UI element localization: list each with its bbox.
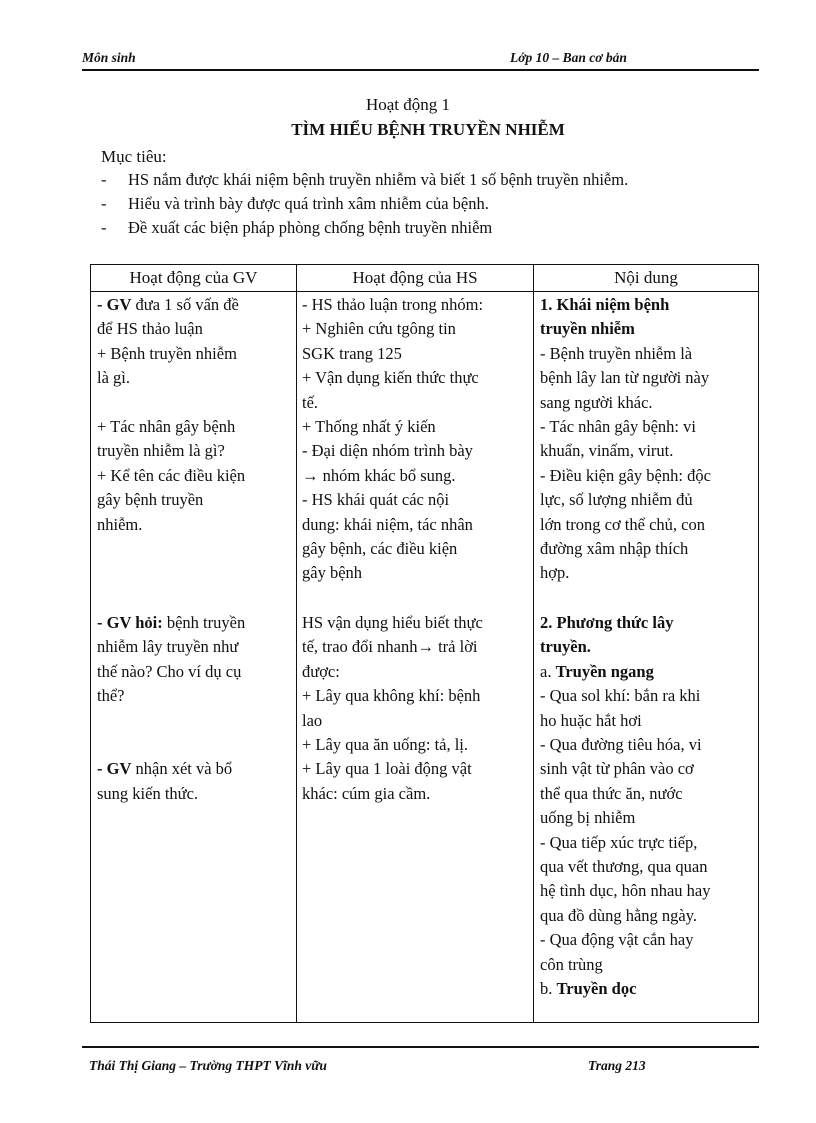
cell-line: - Qua sol khí: bắn ra khi (540, 686, 701, 706)
cell-line: bệnh lây lan từ người này (540, 368, 710, 388)
cell-line: sinh vật từ phân vào cơ (540, 759, 694, 779)
cell-line: - Tác nhân gây bệnh: vi (540, 417, 696, 437)
header-subject: Môn sinh (82, 50, 136, 65)
cell-line: côn trùng (540, 954, 603, 974)
cell-line: - Qua động vật cắn hay (540, 930, 694, 950)
section-heading: truyền. (540, 637, 591, 657)
cell-line: + Lây qua ăn uống: tả, lị. (302, 735, 469, 755)
cell-line: gây bệnh truyền (97, 490, 204, 510)
cell-line: khuẩn, vinấm, virut. (540, 441, 674, 461)
cell-line: dung: khái niệm, tác nhân (302, 514, 473, 534)
cell-line: hợp. (540, 563, 570, 583)
cell-line: sang người khác. (540, 392, 653, 412)
page-header (82, 50, 757, 68)
subsection-heading (540, 660, 758, 684)
cell-line: tế. (302, 392, 319, 412)
cell-bold-lead: - GV (97, 295, 132, 314)
cell-line: thể? (97, 686, 125, 706)
cell-bold-lead: - GV (97, 613, 132, 632)
cell-line: + Kể tên các điều kiện (97, 465, 246, 485)
section-heading: 2. Phương thức lây (540, 613, 674, 632)
cell-line: + Lây qua không khí: bệnh (302, 686, 481, 706)
section-heading: truyền nhiễm (540, 319, 635, 339)
objective-text: HS nắm được khái niệm bệnh truyền nhiễm và biết 1 số bệnh truyền nhiễm. (128, 170, 629, 189)
cell-line (97, 757, 293, 781)
section-heading: 1. Khái niệm bệnh (540, 295, 670, 314)
subsection-label: a. (540, 661, 556, 681)
cell-line: - Qua tiếp xúc trực tiếp, (540, 832, 698, 852)
column-divider (533, 265, 534, 1022)
cell-line: - Điều kiện gây bệnh: độc (540, 465, 711, 485)
cell-line: thể qua thức ăn, nước (540, 783, 683, 803)
cell-line: + Vận dụng kiến thức thực (302, 368, 479, 388)
subsection-title: Truyền ngang (555, 661, 654, 681)
cell-line: + Nghiên cứu tgông tin (302, 319, 456, 339)
cell-line: lao (302, 710, 323, 730)
cell-line: gây bệnh, các điều kiện (302, 539, 458, 559)
cell-line: - HS khái quát các nội (302, 490, 450, 510)
header-row-divider (91, 291, 758, 292)
column-header-gv: Hoạt động của GV (129, 268, 258, 287)
cell-line: lực, số lượng nhiễm đủ (540, 490, 693, 510)
cell-line: + Lây qua 1 loài động vật (302, 759, 472, 779)
row2-gv-cell (97, 611, 293, 806)
header-rule (82, 69, 759, 71)
cell-line: ho huặc hắt hơi (540, 710, 642, 730)
cell-line: truyền nhiễm là gì? (97, 441, 225, 461)
subsection-title: Truyền dọc (556, 979, 637, 999)
cell-line: - Đại diện nhóm trình bày (302, 441, 473, 461)
cell-line: → nhóm khác bổ sung. (302, 465, 456, 485)
cell-line: + Tác nhân gây bệnh (97, 417, 236, 437)
activity-subtitle: TÌM HIỂU BỆNH TRUYỀN NHIỄM (291, 120, 565, 139)
cell-line: uống bị nhiễm (540, 808, 636, 828)
lesson-table (90, 264, 759, 1023)
cell-line: nhiễm lây truyền như (97, 637, 239, 657)
cell-text: đưa 1 số vấn đề (131, 295, 239, 314)
cell-text: bệnh truyền (166, 613, 246, 632)
objectives-label: Mục tiêu: (101, 147, 167, 166)
bullet-dash: - (101, 218, 107, 237)
cell-line: - Bệnh truyền nhiễm là (540, 343, 693, 363)
cell-line: + Thống nhất ý kiến (302, 417, 436, 437)
cell-line: gây bệnh (302, 563, 363, 583)
cell-bold-lead: - GV (97, 759, 132, 779)
footer-page-number: Trang 213 (588, 1058, 646, 1073)
cell-line: nhiễm. (97, 514, 143, 534)
cell-line: là gì. (97, 368, 130, 388)
objective-text: Hiểu và trình bày được quá trình xâm nhiễm của bệnh. (128, 194, 489, 213)
cell-line: khác: cúm gia cầm. (302, 783, 431, 803)
cell-line: qua vết thương, qua quan (540, 857, 708, 877)
objective-text: Đề xuất các biện pháp phòng chống bệnh truyền nhiễm (128, 218, 493, 237)
column-header-content: Nội dung (614, 268, 678, 287)
cell-line: SGK trang 125 (302, 343, 402, 363)
cell-spacer (97, 709, 293, 733)
row2-content-cell (540, 611, 758, 1002)
cell-spacer (97, 733, 293, 757)
cell-line: qua đồ dùng hằng ngày. (540, 905, 698, 925)
cell-line: HS vận dụng hiểu biết thực (302, 613, 483, 632)
column-header-hs: Hoạt động của HS (352, 268, 478, 287)
cell-line: lớn trong cơ thể chủ, con (540, 514, 705, 534)
cell-line: tế, trao đổi nhanh→ trả lời (302, 637, 478, 657)
header-grade: Lớp 10 – Ban cơ bản (510, 50, 627, 65)
cell-line: - Qua đường tiêu hóa, vi (540, 735, 702, 755)
subsection-heading (540, 977, 758, 1001)
cell-line: đường xâm nhập thích (540, 539, 689, 559)
cell-spacer (97, 391, 293, 415)
footer-rule (82, 1046, 759, 1048)
cell-line: thế nào? Cho ví dụ cụ (97, 661, 242, 681)
row1-content-cell (540, 293, 758, 586)
cell-line: - HS thảo luận trong nhóm: (302, 295, 484, 314)
cell-line: được: (302, 661, 340, 681)
cell-line: để HS thảo luận (97, 319, 203, 339)
bullet-dash: - (101, 194, 107, 213)
page-footer (89, 1058, 759, 1076)
column-divider (296, 265, 297, 1022)
bullet-dash: - (101, 170, 107, 189)
row1-gv-cell (97, 293, 293, 537)
cell-line: sung kiến thức. (97, 783, 199, 803)
cell-line (97, 293, 293, 317)
cell-line: hệ tình dục, hôn nhau hay (540, 881, 711, 901)
cell-text: nhận xét và bổ (131, 759, 233, 779)
activity-title: Hoạt động 1 (365, 95, 451, 114)
footer-author: Thái Thị Giang – Trường THPT Vĩnh vữu (89, 1058, 327, 1073)
row1-hs-cell (302, 293, 530, 586)
cell-line (97, 611, 293, 635)
cell-line: + Bệnh truyền nhiễm (97, 343, 237, 363)
cell-bold-mid: hỏi: (131, 613, 167, 632)
subsection-label: b. (540, 979, 557, 999)
row2-hs-cell (302, 611, 530, 806)
